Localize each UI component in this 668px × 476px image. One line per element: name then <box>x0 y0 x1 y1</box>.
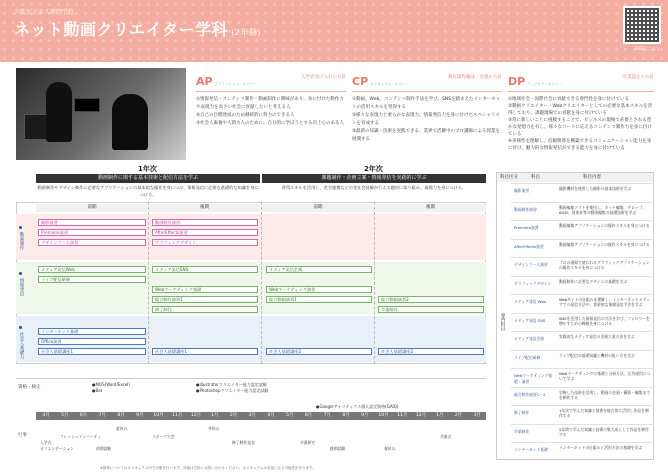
policy-line: ①動画、Web、コンテンツ制作手法を学び、SNSを踏まえたインターネットの活用スキルを習得する <box>352 97 501 110</box>
subject-content: ライブ配信の基礎知識と機材の扱い方を学ぶ <box>559 352 635 358</box>
event-item: スポーツ大会 <box>152 434 175 439</box>
month-label: 8月 <box>117 413 125 418</box>
subject-name: AfterEffects演習 <box>514 243 544 249</box>
policy-line: ④多様性を理解し、信頼関係を構築できるコミュニケーション能力を身に付け、魅力的な情報発信ができる能力を身に付けている <box>508 139 652 151</box>
table-head-cell: 科目区分 <box>500 175 518 180</box>
month-label: 10月 <box>378 413 389 418</box>
year1-bar: 動画制作に関する基本技術と配信方法を学ぶ <box>36 174 260 183</box>
subject-name: Premiere演習 <box>514 225 539 230</box>
month-label: 6月 <box>304 413 313 418</box>
month-label: 12月 <box>190 413 202 418</box>
table-row <box>511 220 654 239</box>
students-photo <box>16 68 186 160</box>
course-cell[interactable]: Premiere演習 <box>38 229 146 236</box>
footnote: ※資格についてはカリキュラム内で対策を行います。詳細は学校にお問い合わせください。カリキュラムは変更になる可能性があります。 <box>100 466 316 470</box>
policy-line: ②様々な表現力と柔らかな表現力、情報発信力を身に付けたスペシャリストを育成する <box>352 113 500 126</box>
qr-code[interactable] <box>623 6 661 44</box>
subject-content: Webマーケティングの基礎と分析方法、広告運用について学ぶ <box>559 371 651 381</box>
cert-item: ●Googleアナリティクス個人認定資格(GAIQ) <box>316 404 399 409</box>
cert-item: ●Photoshopクリエイター能力認定試験 <box>196 388 269 393</box>
month-label: 10月 <box>153 413 164 418</box>
course-cell[interactable]: 総合動画演習2 <box>378 296 484 303</box>
subject-name: 総合制作演習1・2 <box>514 391 546 397</box>
policy-tag: DP <box>508 75 526 88</box>
event-item: 前期試験 <box>96 446 112 451</box>
row-label-event: 行事 <box>18 433 27 438</box>
qr-label: WEBはこちら <box>634 46 660 51</box>
event-item: 卒業式 <box>440 434 452 439</box>
table-row <box>511 202 654 221</box>
title-subtitle: (2年制) <box>231 28 262 37</box>
subject-name: デザインツール演習 <box>514 262 548 267</box>
table-row <box>511 276 654 295</box>
year1-label: 1年次 <box>138 165 157 173</box>
policy-name: 入学者受け入れの方針 <box>301 75 346 80</box>
course-cell[interactable]: AfterEffects演習 <box>152 229 258 236</box>
course-cell[interactable]: 社会人基礎講座1 <box>38 348 146 355</box>
policy-line: ①情報発信・コンテンツ制作・動画制作に興味があり、身に付けた動作力や表現力を高さい社会に貢献したいと考える人 <box>196 97 344 110</box>
event-item: オリエンテーション <box>40 446 74 451</box>
table-head-cell: 科目 <box>531 175 540 180</box>
course-cell[interactable]: 卒業制作 <box>378 306 484 313</box>
month-label: 7月 <box>323 413 331 418</box>
school-name: 穴吹ビジネス専門学校 <box>14 9 74 16</box>
table-row <box>511 313 654 332</box>
month-label: 11月 <box>172 413 183 418</box>
policy-line: ③社会人素養や人間力人のために、自分的に学ぼうとする向上心のある人 <box>196 121 345 126</box>
subject-table <box>496 172 654 460</box>
month-label: 11月 <box>397 413 408 418</box>
event-item: 修了制作発表 <box>232 440 255 445</box>
subject-name: Webマーケティング基礎・演習 <box>514 373 553 384</box>
course-cell[interactable]: 社会人基礎講座1 <box>152 348 258 355</box>
month-label: 5月 <box>286 413 294 418</box>
policy-name: 卒業認定の方針 <box>622 75 654 80</box>
subject-content: 動画制作に必要なデザインの基礎を学ぶ <box>559 278 628 284</box>
table-row <box>511 442 654 461</box>
course-cell[interactable]: ライブ配信研修 <box>38 276 146 283</box>
table-row <box>511 405 654 424</box>
policy-tag: AP <box>196 75 213 88</box>
course-cell[interactable]: 総合動画演習1 <box>266 296 372 303</box>
course-cell[interactable]: インターネット基礎 <box>38 328 146 335</box>
subject-content: 1年次で学んだ知識と技術を総合的に活用し作品を制作する <box>559 408 649 418</box>
year2-bar: 課題制作・企画立案・情報発信を実践的に学ぶ <box>262 174 486 183</box>
subject-name: メディア発信 SNS <box>514 317 546 323</box>
year2-label: 2年次 <box>364 165 383 173</box>
col-head: 前期 <box>262 204 374 212</box>
subject-content: Webサイトの仕組みを理解し、インターネットメディアでの発信方法や、効果的な情報発信手法を学ぶ <box>559 297 650 307</box>
subject-content: インターネットの仕組みと活用方法の基礎を学ぶ <box>559 445 643 450</box>
subject-name: 修了制作 <box>514 410 530 415</box>
policy-sub: アドミッション・ポリシー <box>214 82 257 86</box>
subject-name: ライブ配信研修 <box>514 354 541 360</box>
course-cell[interactable]: 総合制作演習1 <box>152 296 258 303</box>
month-label: 1月 <box>211 413 219 418</box>
event-item: 後期試験 <box>330 446 346 451</box>
course-cell[interactable]: メディア発信Web <box>38 266 146 273</box>
policy-ap <box>196 70 346 154</box>
subject-content: 動画編集アプリケーションの操作スキルを身につける <box>559 241 650 247</box>
policy-tag: CP <box>352 75 369 88</box>
subject-content: 動画編集ソフトを使用し、カット編集、テロップ、BGM、効果音等の動画編集の基礎技術を学ぶ <box>559 204 646 215</box>
subject-name: インターネット基礎 <box>514 447 548 452</box>
subject-content: 2年間で学んだ知識と技術の集大成として作品を制作する <box>559 426 649 437</box>
event-item: 入学式 <box>40 440 52 445</box>
month-label: 8月 <box>342 413 350 418</box>
category-video: 動画制作 <box>19 232 24 250</box>
policy-cp <box>352 70 502 154</box>
policy-dp <box>508 70 654 154</box>
course-cell[interactable]: メディア発信SNS <box>152 266 258 273</box>
cert-item: ●MOS(Word/Excel) <box>92 382 130 387</box>
month-label: 7月 <box>98 413 106 418</box>
category-info: 情報発信 <box>19 278 24 296</box>
table-row <box>511 294 654 313</box>
event-item: 卒業研究 <box>300 440 316 445</box>
subject-content: プロの現場で使われるグラフィックアプリケーションの操作スキルを身につける <box>559 260 650 270</box>
col-head: 前期 <box>36 204 148 212</box>
course-cell[interactable]: 修了制作 <box>152 306 258 313</box>
subject-name: グラフィックデザイン <box>514 280 552 286</box>
course-cell[interactable]: Webマーケティング演習 <box>266 286 372 293</box>
policy-line: ③常に新しいことに挑戦することで、ビジネスの現場で必要とされる豊かな発想力を有し、様々なコードに応えるコンテンツ制作力を身に付けている <box>508 118 652 137</box>
course-cell[interactable]: デザインツール演習 <box>38 239 146 246</box>
event-item: 冬休み <box>208 426 220 431</box>
row-label-cert: 資格・検定 <box>18 385 41 390</box>
table-row <box>511 368 654 387</box>
year2-desc: 習得スキルを活用し、産学連携などの実社会経験が行える題材に取り組み、現場力を身につける。 <box>281 185 467 190</box>
event-item: 春休み <box>384 446 396 451</box>
subject-content: 学修した技術を活用し、動画の企画・撮影・編集までを制作する <box>559 389 651 400</box>
course-cell[interactable]: 撮影演習 <box>38 219 146 226</box>
table-head-cell: 科目内容 <box>583 175 601 180</box>
month-label: 4月 <box>267 413 275 418</box>
subject-name: 卒業制作 <box>514 428 530 434</box>
table-row <box>511 239 654 258</box>
header-banner <box>0 0 668 62</box>
policy-sub: カリキュラム・ポリシー <box>370 82 409 86</box>
table-row <box>511 331 654 350</box>
table-row <box>511 350 654 369</box>
course-cell[interactable]: 動画制作演習 <box>152 219 258 226</box>
month-label: 6月 <box>79 413 88 418</box>
course-cell[interactable]: 社会人基礎講座2 <box>266 348 372 355</box>
table-row <box>511 424 654 443</box>
subject-name: メディア発信 Web <box>514 299 546 304</box>
subject-content: SNSを活用した情報発信の方法を学び、フォロワーを増やすための戦略を身につける <box>559 315 650 326</box>
table-row <box>511 387 654 406</box>
col-head: 後期 <box>375 204 486 212</box>
subject-content: 実践的なメディア発信の企画立案方法を学ぶ <box>559 334 635 339</box>
policy-sub: ディプロマ・ポリシー <box>527 82 562 86</box>
page-title <box>14 17 261 40</box>
month-label: 4月 <box>42 413 50 418</box>
subject-name: 撮影演習 <box>514 188 530 193</box>
table-row <box>511 183 654 202</box>
month-label: 2月 <box>454 413 463 418</box>
event-item: フレッシュマンパーティ <box>60 434 101 439</box>
policy-line: ②自己の目標達成のため継続的に努力のできる人 <box>196 113 295 118</box>
month-label: 2月 <box>229 413 238 418</box>
table-header <box>497 173 653 182</box>
month-label: 12月 <box>415 413 427 418</box>
month-label: 3月 <box>248 413 256 418</box>
course-cell[interactable]: 社会人基礎講座2 <box>378 348 484 355</box>
cert-item: ●Illustratorクリエイター能力認定試験 <box>196 382 267 387</box>
month-label: 9月 <box>361 413 369 418</box>
cert-item: ●Bat <box>92 388 103 393</box>
category-social: 社会人基礎力 <box>19 332 24 359</box>
subject-name: 動画制作演習 <box>514 206 537 212</box>
subject-content: 動画編集アプリケーションの操作スキルを身につける <box>559 223 650 228</box>
course-cell[interactable]: グラフィックデザイン <box>152 239 258 246</box>
table-side-label: 専門科目 <box>500 313 505 331</box>
policy-name: 教育課程編成・実施の方針 <box>448 75 502 80</box>
year1-desc: 動画制作やデザイン制作に必要なアプリケーションの基本的な操作を身につけ、情報発信に必要な基礎的な知識を身につける。 <box>37 185 259 197</box>
month-label: 5月 <box>61 413 69 418</box>
event-item: 夏休み <box>116 426 128 431</box>
col-head: 後期 <box>149 204 260 212</box>
policy-line: ③最新の知識・技術を実践できる、業界で活躍中のプロ講師による授業を展開する <box>352 129 501 142</box>
course-cell[interactable]: Office演習 <box>38 338 146 345</box>
subject-name: メディア発信企画 <box>514 336 545 341</box>
month-label: 1月 <box>436 413 444 418</box>
course-cell[interactable]: メディア発信企画 <box>266 266 372 273</box>
subject-content: 撮影機材を使用した撮影の基本技術を学ぶ <box>559 186 632 191</box>
policy-line: ②動画クリエイター・Webクリエイターとしての必要な基本スキルを習得しており、課題現場での貢献を身に付けている <box>508 104 653 116</box>
policy-line: ①地域社会・国際社会に貢献できる専門性を身に付けている <box>508 97 630 102</box>
title-text: ネット動画クリエイター学科 <box>14 20 229 39</box>
month-label: 3月 <box>473 413 481 418</box>
course-cell[interactable]: Webマーケティング基礎 <box>152 286 258 293</box>
month-label: 9月 <box>136 413 144 418</box>
table-row <box>511 257 654 276</box>
